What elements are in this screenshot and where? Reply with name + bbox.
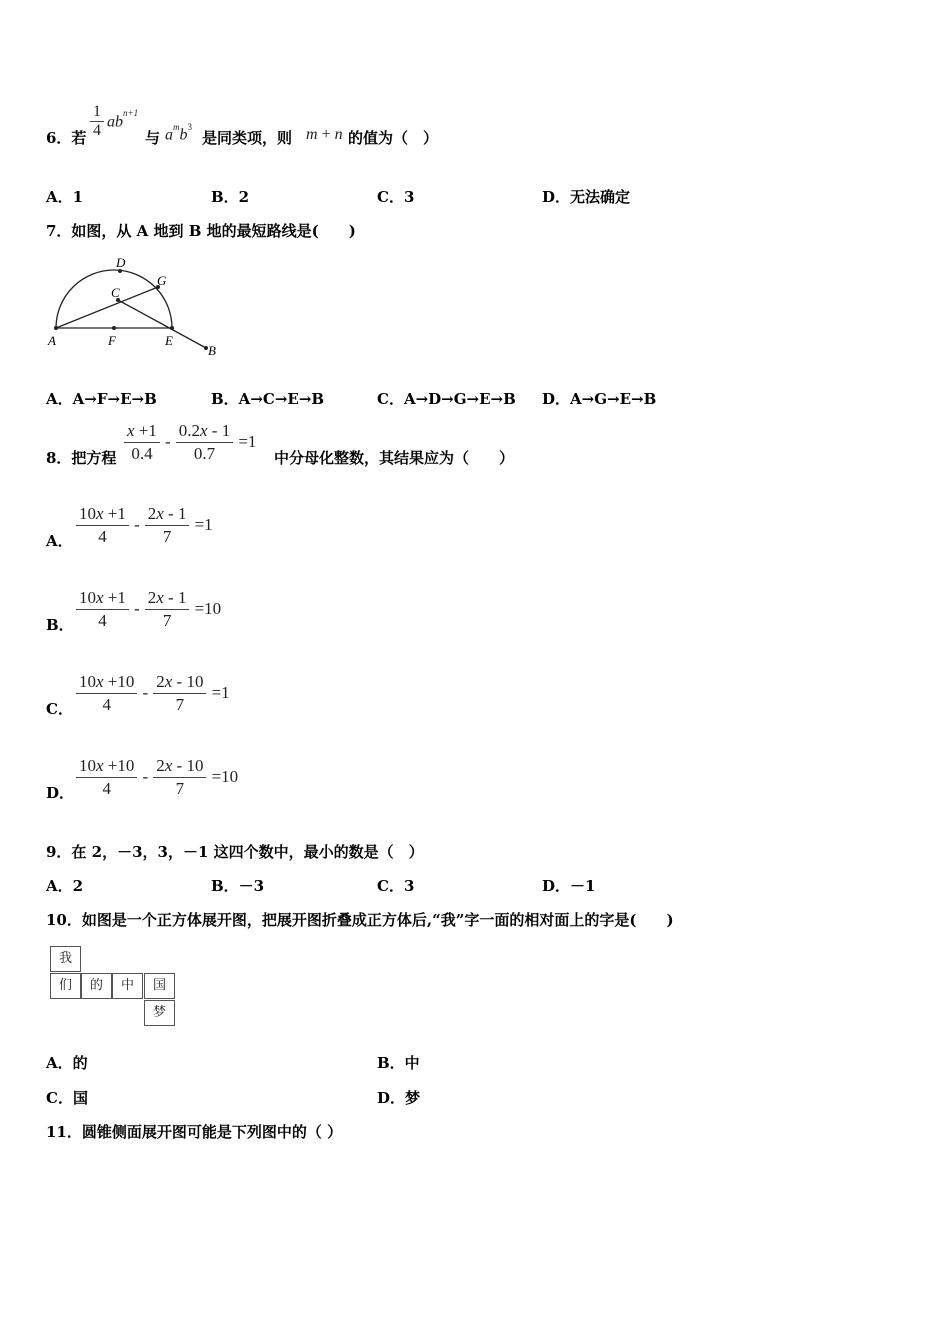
q8-a-n2-var: x <box>156 504 164 523</box>
q7-option-b[interactable]: B．A→C→E→B <box>211 390 325 408</box>
q8-d-n2-var: x <box>164 756 173 775</box>
q8-a-d2: 7 <box>162 527 172 546</box>
q8-b-d1: 4 <box>98 611 107 630</box>
q10-stem: 10．如图是一个正方体展开图，把展开图折叠成正方体后,“我”字一面的相对面上的字是( ) <box>46 911 674 929</box>
q7-label-b: B <box>208 343 216 358</box>
q8-a-minus: - <box>133 515 140 534</box>
q6-mono2-a: a <box>165 126 173 144</box>
q8-c-n2-var: x <box>164 672 173 691</box>
q7-label-c: C <box>111 285 120 300</box>
q8-c-n1-pre: 10 <box>79 672 96 691</box>
q8-fraction-2 <box>176 421 233 464</box>
q8-rhs: =1 <box>238 432 257 451</box>
q7-figure <box>40 250 230 360</box>
q6-fraction <box>90 103 104 140</box>
q8-d-d2: 7 <box>175 779 185 798</box>
q8-option-d-equation[interactable] <box>76 756 238 799</box>
q7-label-f: F <box>108 333 116 348</box>
q10-option-d[interactable]: D．梦 <box>377 1089 421 1107</box>
q8-prefix: 8．把方程 <box>46 449 117 467</box>
q8-c-n2-pre: 2 <box>156 672 165 691</box>
q8-option-d-label[interactable]: D． <box>46 784 75 802</box>
q9-option-b[interactable]: B．－3 <box>211 877 265 895</box>
q7-label-d: D <box>116 255 126 270</box>
q8-c-minus: - <box>142 683 149 702</box>
q6-expression <box>306 126 343 144</box>
q8-c-rhs: =1 <box>211 683 230 702</box>
q8-a-rhs: =1 <box>194 515 213 534</box>
q8-b-n1-pre: 10 <box>79 588 96 607</box>
q10-cube-net <box>50 946 178 1030</box>
q6-option-a[interactable]: A．1 <box>46 188 84 206</box>
q6-mono2-bexp: 3 <box>187 122 192 132</box>
q7-label-a: A <box>48 333 56 348</box>
q8-a-n2-post: - 1 <box>163 504 187 523</box>
q8-d-d1: 4 <box>102 779 111 798</box>
q6-frac-den: 4 <box>93 122 101 139</box>
q8-option-c-label[interactable]: C． <box>46 700 73 718</box>
q6-option-d[interactable]: D．无法确定 <box>542 188 631 206</box>
q10-option-c[interactable]: C．国 <box>46 1089 88 1107</box>
q8-b-n1-post: +1 <box>103 588 126 607</box>
q10-option-a[interactable]: A．的 <box>46 1054 88 1072</box>
q6-mono1-base: ab <box>107 113 123 131</box>
q9-stem: 9．在 2，－3，3，－1 这四个数中，最小的数是（ ） <box>46 843 424 861</box>
q8-b-n2-pre: 2 <box>147 588 157 607</box>
q8-f2-num-pre: 0.2 <box>178 421 200 440</box>
q8-f1-num-rest: +1 <box>134 421 157 440</box>
q6-text-end: 的值为（ ） <box>348 129 439 147</box>
q7-label-e: E <box>165 333 173 348</box>
q6-expr-m: m <box>306 126 318 143</box>
q8-b-minus: - <box>133 599 140 618</box>
q10-cell-men: 们 <box>50 973 81 999</box>
q8-f2-num-var: x <box>200 421 208 440</box>
q6-text-similar: 是同类项，则 <box>202 129 293 147</box>
q8-d-n1-post: +10 <box>103 756 135 775</box>
q8-c-n1-var: x <box>96 672 104 691</box>
q8-equation <box>124 421 256 464</box>
q8-minus: - <box>164 432 171 451</box>
q7-point-f <box>112 326 116 330</box>
q6-monomial-2 <box>165 122 192 144</box>
q8-option-c-equation[interactable] <box>76 672 230 715</box>
q7-line-ag <box>56 287 158 328</box>
q6-frac-num: 1 <box>90 103 104 122</box>
q7-option-d[interactable]: D．A→G→E→B <box>542 390 657 408</box>
q10-cell-guo: 国 <box>144 973 175 999</box>
q8-f1-den: 0.4 <box>131 444 153 463</box>
q6-line <box>46 127 86 148</box>
q6-option-b[interactable]: B．2 <box>211 188 250 206</box>
q7-option-c[interactable]: C．A→D→G→E→B <box>377 390 516 408</box>
q8-c-d1: 4 <box>102 695 111 714</box>
q8-b-n1-var: x <box>96 588 104 607</box>
q6-number: 6．若 <box>46 129 87 147</box>
q8-b-d2: 7 <box>162 611 172 630</box>
q10-cell-de: 的 <box>81 973 112 999</box>
q6-mono2-b: b <box>179 126 188 144</box>
q8-d-n2-post: - 10 <box>172 756 204 775</box>
q6-option-c[interactable]: C．3 <box>377 188 415 206</box>
q8-d-rhs: =10 <box>211 767 239 786</box>
q8-a-n2-pre: 2 <box>147 504 157 523</box>
q6-expr-n: n <box>334 126 343 143</box>
q10-cell-meng: 梦 <box>144 1000 175 1026</box>
q8-b-n2-var: x <box>156 588 164 607</box>
q7-point-a <box>54 326 58 330</box>
q8-suffix: 中分母化整数，其结果应为（ ） <box>274 449 515 467</box>
q8-option-a-equation[interactable] <box>76 504 213 547</box>
q10-cell-zhong: 中 <box>112 973 143 999</box>
q8-f2-den: 0.7 <box>193 444 216 463</box>
q8-d-n2-pre: 2 <box>156 756 165 775</box>
q10-option-b[interactable]: B．中 <box>377 1054 420 1072</box>
q8-option-b-equation[interactable] <box>76 588 221 631</box>
q8-b-rhs: =10 <box>194 599 222 618</box>
q8-c-n1-post: +10 <box>103 672 135 691</box>
q8-a-d1: 4 <box>98 527 107 546</box>
q8-b-n2-post: - 1 <box>163 588 187 607</box>
q8-option-b-label[interactable]: B． <box>46 616 74 634</box>
q8-c-d2: 7 <box>175 695 185 714</box>
q8-option-a-label[interactable]: A． <box>46 532 73 550</box>
q7-option-a[interactable]: A．A→F→E→B <box>46 390 157 408</box>
q8-d-n1-var: x <box>96 756 104 775</box>
q6-monomial-1 <box>107 108 139 131</box>
q8-a-n1-post: +1 <box>103 504 126 523</box>
q6-mono1-exp: n+1 <box>123 108 139 118</box>
q9-option-d[interactable]: D．－1 <box>542 877 596 895</box>
q7-line-ceb <box>118 300 206 348</box>
q6-expr-plus: + <box>321 126 331 143</box>
q6-mono2-aexp: m <box>173 122 180 132</box>
q8-f2-num-rest: - 1 <box>207 421 231 440</box>
q7-point-e <box>170 326 174 330</box>
q11-stem: 11．圆锥侧面展开图可能是下列图中的（ ） <box>46 1123 343 1141</box>
q8-f1-num-var: x <box>127 421 135 440</box>
q10-cell-wo: 我 <box>50 946 81 972</box>
q8-c-n2-post: - 10 <box>172 672 204 691</box>
q9-option-c[interactable]: C．3 <box>377 877 415 895</box>
q8-d-minus: - <box>142 767 149 786</box>
q8-a-n1-pre: 10 <box>79 504 96 523</box>
q8-a-n1-var: x <box>96 504 104 523</box>
q7-stem: 7．如图，从 A 地到 B 地的最短路线是( ) <box>46 222 356 240</box>
q8-d-n1-pre: 10 <box>79 756 96 775</box>
q9-option-a[interactable]: A．2 <box>46 877 84 895</box>
q7-label-g: G <box>157 273 167 288</box>
q8-fraction-1 <box>124 421 160 464</box>
q6-text-with: 与 <box>145 129 161 147</box>
